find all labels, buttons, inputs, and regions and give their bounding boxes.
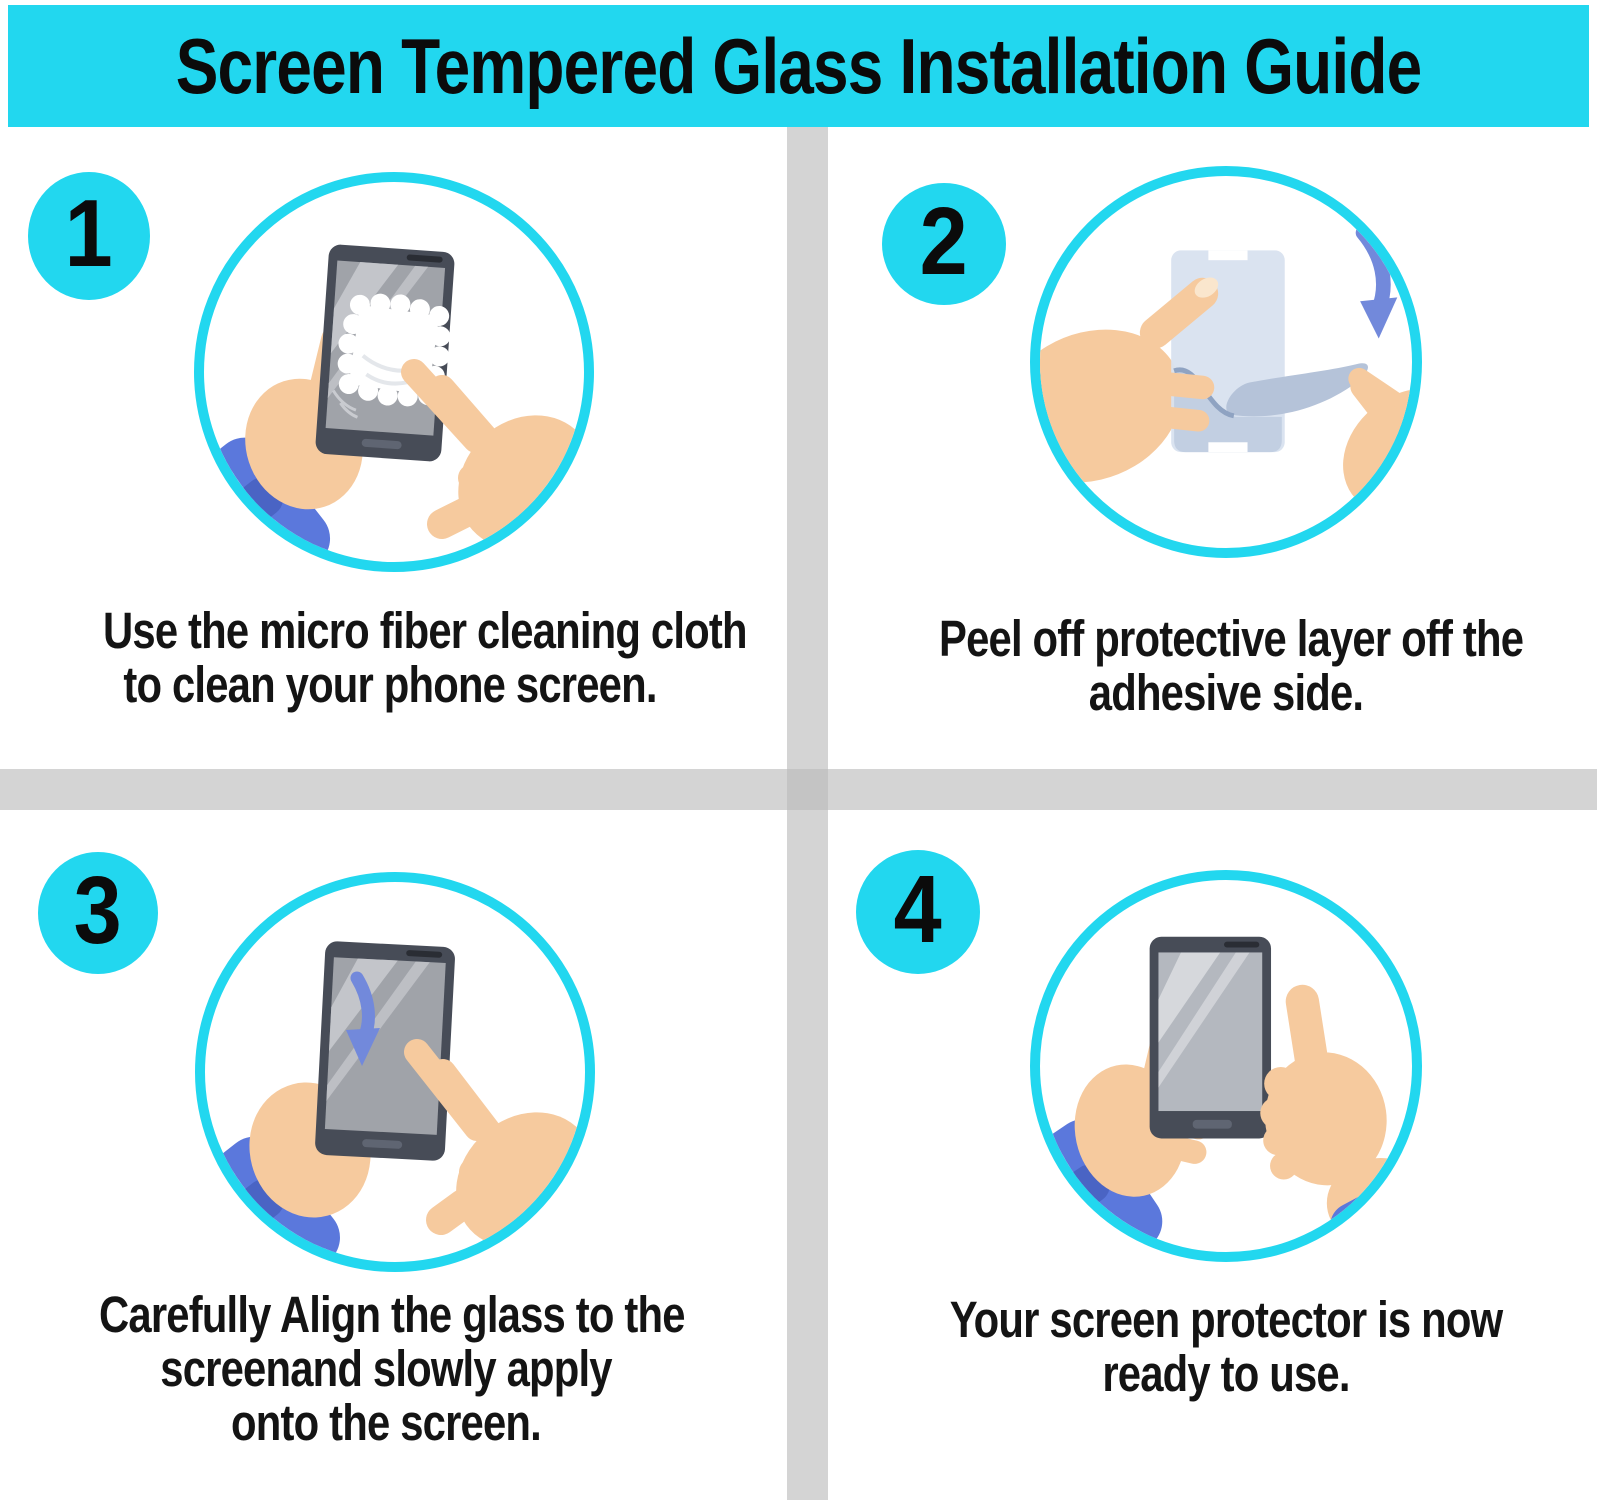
- peel-direction-arrow-icon: [1360, 233, 1397, 339]
- step-1-number-badge: 1: [28, 172, 150, 300]
- peel-protective-layer-illustration: [1040, 176, 1412, 548]
- home-button: [1193, 1120, 1232, 1129]
- step-2-illustration-circle: [1030, 166, 1422, 558]
- phone: [315, 941, 456, 1162]
- step-1-illustration-circle: [194, 172, 594, 572]
- step-4-number-badge: 4: [856, 850, 980, 974]
- thumbs-up-hand: [1256, 1001, 1412, 1252]
- right-hand: [414, 372, 584, 562]
- page-title: Screen Tempered Glass Installation Guide: [175, 21, 1422, 110]
- right-hand: [417, 1052, 585, 1262]
- clean-phone-with-cloth-illustration: [204, 182, 584, 562]
- step-4-illustration-circle: [1030, 870, 1422, 1262]
- phone: [1150, 937, 1271, 1139]
- phone-speaker: [1224, 942, 1259, 948]
- title-banner: [8, 5, 1589, 127]
- step-3-caption: Carefully Align the glass to the screenand slowly apply onto the screen.: [99, 1286, 685, 1451]
- step-4-caption: Your screen protector is now ready to use.: [949, 1291, 1503, 1402]
- divider-intersection: [787, 769, 828, 810]
- step-3-number-badge: 3: [38, 852, 158, 974]
- align-glass-illustration: [205, 882, 585, 1262]
- thumbs-up-ready-illustration: [1040, 880, 1412, 1252]
- step-1-caption: Use the micro fiber cleaning cloth to clean your phone screen.: [103, 602, 747, 713]
- step-3-illustration-circle: [195, 872, 595, 1272]
- step-2-number-badge: 2: [882, 183, 1006, 305]
- vertical-divider: [787, 127, 828, 1500]
- step-2-caption: Peel off protective layer off the adhesive side.: [939, 610, 1524, 721]
